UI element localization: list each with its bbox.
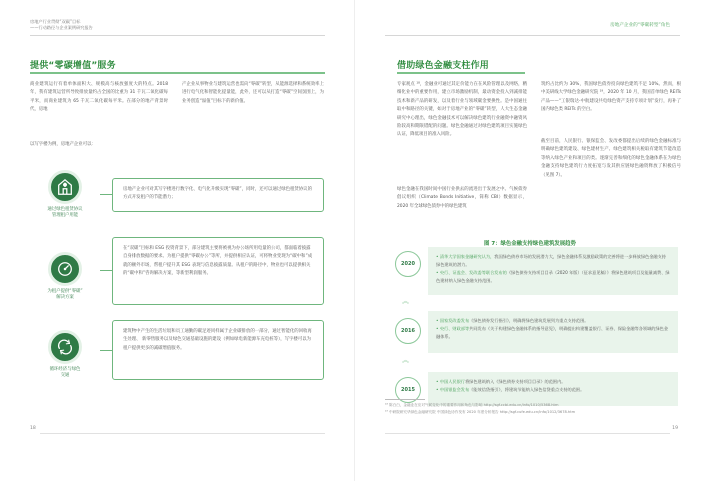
building-icon xyxy=(56,178,74,196)
pillar-2-circle xyxy=(48,252,82,286)
left-section-bar xyxy=(30,72,325,74)
timeline-2015-item-2: • 中国银监会发布《能效信贷指引》，将建筑节能纳入绿色信贷重点支持的范围。 xyxy=(436,387,585,392)
left-intro-col2: 产企业从事物业与建筑运营也需向“零碳”转型，从能源选择和系统效率上进行电气化和智能化提量能，此外，还可以从打造“零碳”空间氛围上，为业务创造“溢值”目标下的新价值。 xyxy=(182,82,324,104)
timeline-2016-item-2-lead: 央行、财政部等 xyxy=(439,326,470,331)
pillar-1-label xyxy=(30,207,100,219)
pillar-3-label xyxy=(30,367,100,379)
left-section-title: 提供“零碳增值”服务 xyxy=(30,61,116,71)
pillar-zero-carbon-solution xyxy=(30,252,100,301)
right-col2-b: 截至目前，人民银行、银保监会、发改委都提出后续的绿色金融标准与明确绿色建筑建设、绿色建材生产、绿色建筑相关税取有建筑节能改造等纳入绿色产业和项目的类。逐渐完善和细化的绿色金融体系在为绿色金融支持绿色建筑行力度拓宽与发其供应链绿色融资释放了积极信号（见图 7）。 xyxy=(541,139,681,178)
pillar-1-label-line2: 管理租户用能 xyxy=(51,213,79,219)
right-footer-rule xyxy=(385,433,670,434)
pillar-3-label-line2: 交通 xyxy=(60,373,70,379)
pillar-1-connector xyxy=(100,194,112,195)
left-lead-in: 以写字楼为例，房地产企业可以： xyxy=(30,142,96,147)
timeline-2016-item-2-text: 共同发布《关于构建绿色金融体系的指导意见》，明确提出构建覆盖银行、证券、保险金融等各领域的绿色金融体系。 xyxy=(436,326,669,339)
recycle-icon xyxy=(56,338,74,356)
timeline-year-2015: 2015 xyxy=(395,377,421,403)
pillar-circular-economy xyxy=(30,330,100,379)
timeline-2020-item-2-text: 《绿色债券支持项目目录（2020 年版）（征求意见稿）》将绿色建筑项目及能量减费、绿色建材纳入绿色金融支持范围。 xyxy=(436,270,670,283)
left-intro-col1: 商业建筑运行有着单体面积大、规模高与核放强度大的特点。2018 年，我有建筑运营所导致排放量约占全国的比重为 31 千瓦二氧化碳每平米，而商业建筑为 65 千瓦二氧化碳每平米。在部分的地产背景时代，房地 xyxy=(30,82,168,113)
timeline-2016-item-2: • 央行、财政部等共同发布《关于构建绿色金融体系的指导意见》，明确提出构建覆盖银行、证券、保险金融等各领域的绿色金融体系。 xyxy=(436,326,669,339)
pillar-3-box: 建筑物中产生的生活垃圾和员工通勤的碳足迹同样属于企业碳排放的一部分，通过智能化的回收再生处理、 新零售服务以及绿色交通基础设施的建设（例如绿电新能源车充电桩等），写字楼可以为租户提供更多的减碳增值服务。 xyxy=(112,320,324,380)
timeline-2020-item-1-text: 我国绿色债券市场的发展潜力大，绿色金融体系及激励政策的完善将进一步释放绿色金融支持绿色建筑的潜力。 xyxy=(436,254,666,267)
left-footer-rule xyxy=(40,433,325,434)
right-header: 房地产企业的“零碳转型”角色 xyxy=(610,23,670,28)
timeline-2015-item-1-text: 将绿色建筑纳入《绿色债券支持项目目录》的范围内。 xyxy=(464,379,566,384)
timeline-2020-item-1-lead: 清华大学国家金融研究认为， xyxy=(439,254,495,259)
right-section-bar xyxy=(397,72,525,74)
figure-title: 图 7：绿色金融支持绿色建筑发展趋势 xyxy=(484,241,576,247)
pillar-1-label-line1: 通过绿色租赁协议 xyxy=(47,207,83,212)
right-col1: 专家观点 ¹⁸，金融业可通过其定价能力在在风险管理以及网络，精细化业中的重要作用，建立市场激励机制，最动资金投入到减排能技术和新产品的研发，以及着行业与领域碳金要换性。是中国通往取中和路径的关键，如对于房地产业的“零碳”转型，人大生态金融研究中心理出，绿色金融技术可以解决绿色建筑行业融资中融资风险较高和期限错配的问题。绿色金融通过对绿色建筑项目实施绿色认证，降低项目的准入风险。 xyxy=(397,82,527,138)
left-header-rule xyxy=(30,35,325,36)
pillar-green-lease xyxy=(30,170,100,219)
right-header-rule xyxy=(385,35,680,36)
timeline-2020-item-2: • 央行、证监会、发改委等联合发布的《绿色债券支持项目目录（2020 年版）（征求意见稿）》将绿色建筑项目及能量减费、绿色建材纳入绿色金融支持范围。 xyxy=(436,270,670,283)
footnote-rule xyxy=(385,399,425,400)
pillar-1-box: 房地产企业可对其写字楼进行数字化、电气化升级实现“零碳”，同时，还可以通过绿色租赁协议的方式开发租户的节能潜力； xyxy=(112,178,324,212)
timeline-box-2016 xyxy=(428,311,678,353)
timeline-2020-item-2-lead: 央行、证监会、发改委等联合发布的 xyxy=(439,270,507,275)
timeline-box-2015 xyxy=(428,372,678,406)
right-col2: 筑约占比约为 30%，我国绿色债券投向绿色建筑不足 10%。然而，根中美研线大学绿色金融研究院 ¹⁹，2020 年 10 月，我国首单绿色 REITs 产品——“工银瑞达-中航建设共电绿色资产支持专项计划”发行，再补了国内绿色类 REITs 的空白。 xyxy=(541,82,681,113)
footnote-19: ¹⁹ 中研院研究华绿色金融研究院 中国绿色协作发布 2020 年度分析报告 http://sgf.cufe.edu.cn/info/1012/3678.htm xyxy=(385,410,576,414)
pillar-2-connector xyxy=(100,270,112,271)
right-section-title: 借助绿色金融支柱作用 xyxy=(397,61,490,71)
timeline-year-2020: 2020 xyxy=(395,251,421,277)
pillar-2-label-line2: 解决方案 xyxy=(56,295,74,301)
timeline-2015-item-1-lead: 中国人民银行 xyxy=(439,379,465,384)
timeline-2015-item-2-lead: 中国银监会发布 xyxy=(439,387,470,392)
pillar-1-circle xyxy=(48,170,82,204)
timeline-2015-item-2-text: 《能效信贷指引》，将建筑节能纳入绿色信贷重点支持的范围。 xyxy=(469,387,585,392)
left-page-number: 18 xyxy=(30,426,36,431)
left-header xyxy=(30,19,93,31)
pillar-3-circle xyxy=(48,330,82,364)
timeline-year-2016: 2016 xyxy=(395,318,421,344)
left-header-line1: 房地产行业贯彻“双碳”目标 xyxy=(30,19,81,24)
footnote-18: ¹⁸ 陈白白，金融业在应对气候变化中的重要作用和角色与影响 http://sgf.ccbi.edu.cn/info/1010/5368.htm xyxy=(385,403,559,407)
timeline-chevron-2: ︽ xyxy=(402,356,409,364)
right-page xyxy=(355,0,710,481)
timeline-2016-item-1-lead: 国家发改委发布 xyxy=(439,318,470,323)
timeline-box-2020 xyxy=(428,247,678,295)
pillar-2-label-line1: 为租户提供“零碳” xyxy=(47,289,83,294)
timeline-chevron-1: ︽ xyxy=(402,297,409,305)
pillar-2-label xyxy=(30,289,100,301)
pillar-3-label-line1: 循环经济与绿色 xyxy=(49,367,81,372)
right-page-number: 19 xyxy=(672,426,678,431)
pillar-2-box: 在“双碳”目标和 ESG 投资背景下，部分建筑主要将被视为办公场所用电量的公司，都面临着披露自身排放数据的要求。为租户提供“零碳办公”等所，并提供相应认证，可将物业变现为“碳中和”成就的额外市场，帮租户提升其 ESG 表现与信息披露质量。从租户的路径中，物业也可以提供相关的“碳中和”咨询解决方案，等新型利润服务。 xyxy=(112,237,324,305)
timeline-2020-item-1: • 清华大学国家金融研究认为，我国绿色债券市场的发展潜力大，绿色金融体系及激励政策的完善将进一步释放绿色金融支持绿色建筑的潜力。 xyxy=(436,254,666,267)
right-col1-b: 绿色金融在我国时间中国行业供去的流进出于发展之中。气候债券倡议组织（Climate Bonds Initiative，简称 CBI）数据显示，2020 年全球绿色债券中的绿色建筑 xyxy=(397,187,527,209)
timeline-2015-item-1: • 中国人民银行将绿色建筑纳入《绿色债券支持项目目录》的范围内。 xyxy=(436,379,566,384)
left-header-line2: ——行动路径与企业案例研究报告 xyxy=(30,25,93,30)
timeline-2016-item-1-text: 《绿色债券发行指引》，明确将绿色建筑发展列为重点支持范围。 xyxy=(469,318,589,323)
timeline-2016-item-1: • 国家发改委发布《绿色债券发行指引》，明确将绿色建筑发展列为重点支持范围。 xyxy=(436,318,589,323)
meter-icon xyxy=(56,260,74,278)
pillar-3-connector xyxy=(100,350,112,351)
